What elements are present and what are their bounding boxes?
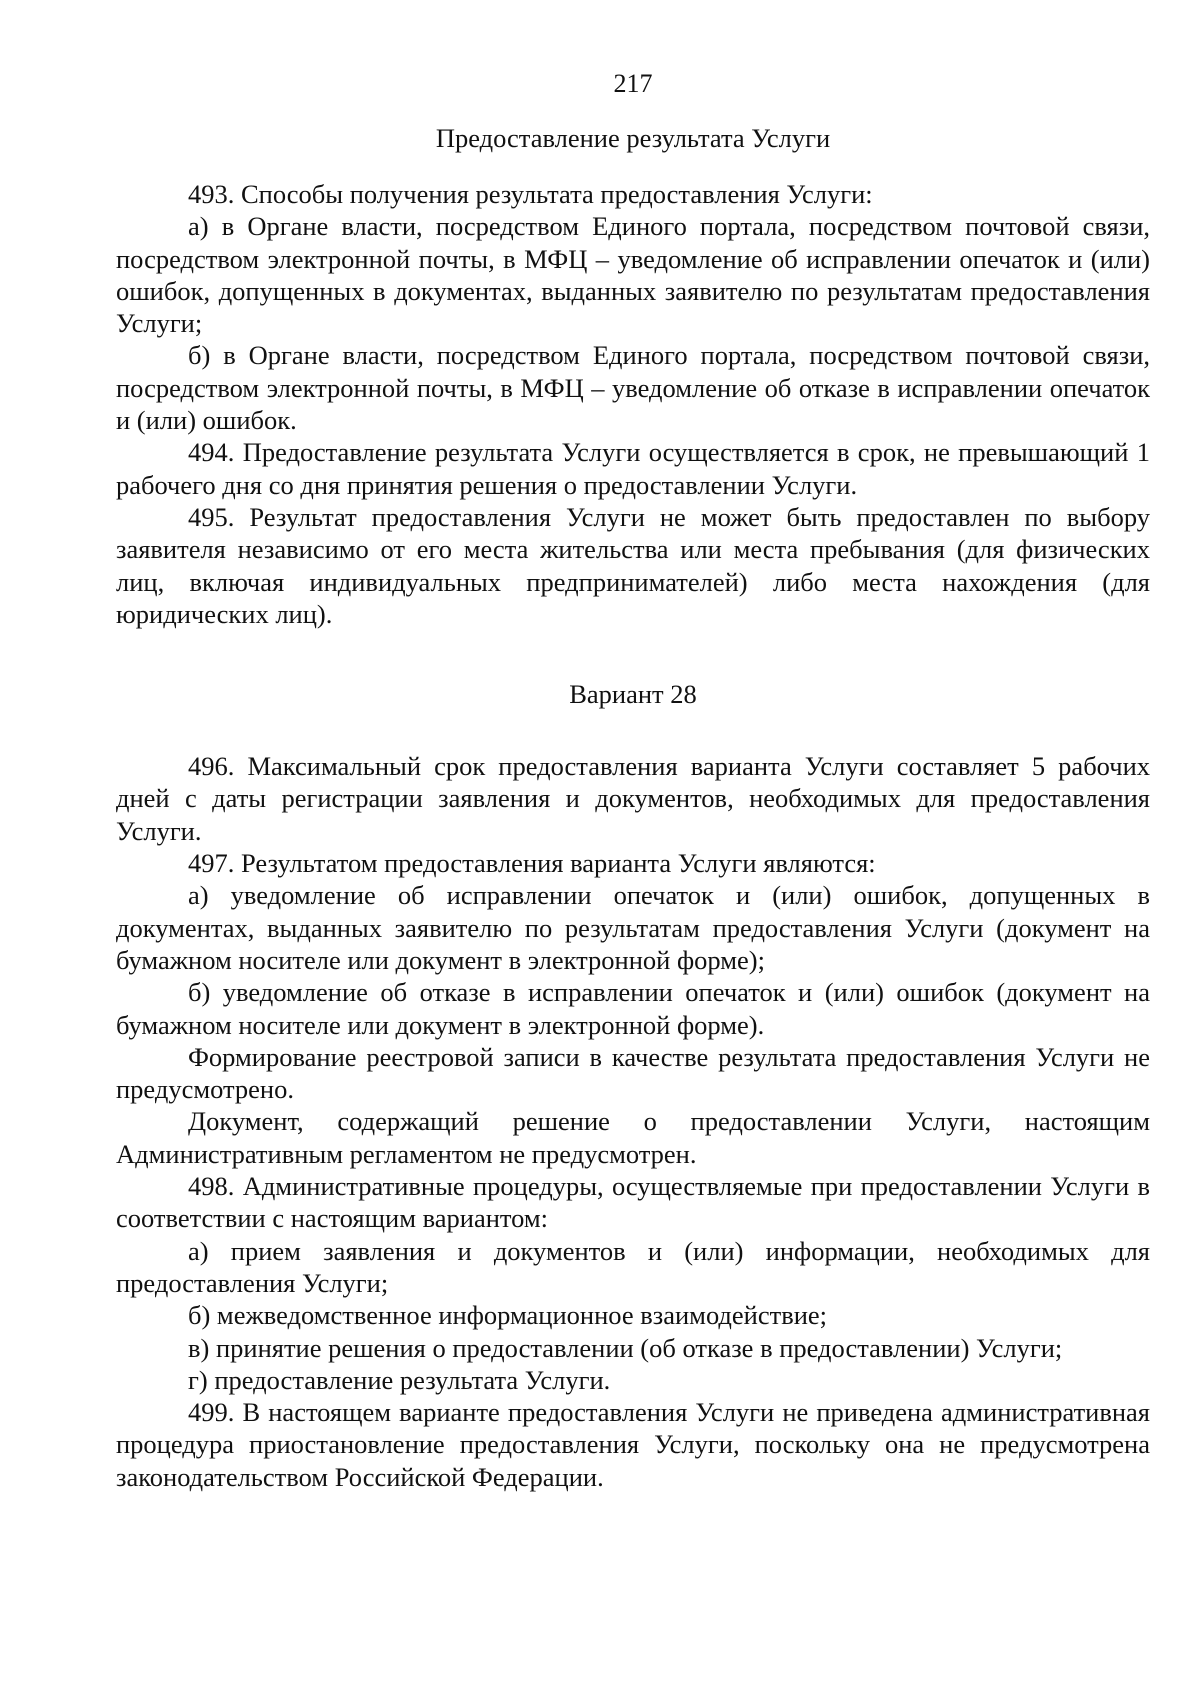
paragraph-497-a: а) уведомление об исправлении опечаток и (или) ошибок, допущенных в документах, выданных заявителю по результатам предоставления Услуги (документ на бумажном носителе или документ в электронной форме); (116, 880, 1150, 975)
paragraph-498-d: г) предоставление результата Услуги. (188, 1364, 611, 1395)
document-page (116, 68, 1150, 1493)
section-result-body (116, 178, 1150, 630)
paragraph-498: 498. Административные процедуры, осуществляемые при предоставлении Услуги в соответствии с настоящим вариантом: (116, 1171, 1150, 1234)
paragraph-498-a: а) прием заявления и документов и (или) информации, необходимых для предоставления Услуги; (116, 1235, 1150, 1298)
paragraph-493-b: б) в Органе власти, посредством Единого портала, посредством почтовой связи, посредством электронной почты, в МФЦ – уведомление об отказе в исправлении опечаток и (или) ошибок. (116, 340, 1150, 436)
paragraph-494: 494. Предоставление результата Услуги осуществляется в срок, не превышающий 1 рабочего дня со дня принятия решения о предоставлении Услуги. (116, 437, 1150, 500)
paragraph-registry-record: Формирование реестровой записи в качестве результата предоставления Услуги не предусмотрено. (116, 1041, 1150, 1105)
section-variant-body (116, 750, 1150, 1493)
paragraph-496: 496. Максимальный срок предоставления варианта Услуги составляет 5 рабочих дней с даты регистрации заявления и документов, необходимых для предоставления Услуги. (116, 751, 1150, 846)
paragraph-498-c: в) принятие решения о предоставлении (об отказе в предоставлении) Услуги; (188, 1332, 1063, 1363)
paragraph-495: 495. Результат предоставления Услуги не может быть предоставлен по выбору заявителя независимо от его места жительства или места пребывания (для физических лиц, включая индивидуальных предпринимателей) либо места нахождения (для юридических лиц). (116, 501, 1150, 629)
page-number: 217 (613, 69, 653, 98)
paragraph-497: 497. Результатом предоставления варианта Услуги являются: (188, 848, 876, 879)
paragraph-497-b: б) уведомление об отказе в исправлении опечаток и (или) ошибок (документ на бумажном носителе или документ в электронной форме). (116, 977, 1150, 1040)
paragraph-decision-document: Документ, содержащий решение о предоставлении Услуги, настоящим Административным регламентом не предусмотрен. (116, 1106, 1150, 1169)
paragraph-498-b: б) межведомственное информационное взаимодействие; (188, 1300, 828, 1331)
paragraph-493: 493. Способы получения результата предоставления Услуги: (188, 179, 873, 209)
section-title: Предоставление результата Услуги (435, 123, 831, 153)
variant-title: Вариант 28 (569, 679, 697, 710)
paragraph-499: 499. В настоящем варианте предоставления Услуги не приведена административная процедура приостановление предоставления Услуги, поскольку она не предусмотрена законодательством Российской Федерации. (116, 1397, 1150, 1492)
paragraph-493-a: а) в Органе власти, посредством Единого портала, посредством почтовой связи, посредством электронной почты, в МФЦ – уведомление об исправлении опечаток и (или) ошибок, допущенных в документах, выданных заявителю по результатам предоставления Услуги; (116, 211, 1150, 339)
